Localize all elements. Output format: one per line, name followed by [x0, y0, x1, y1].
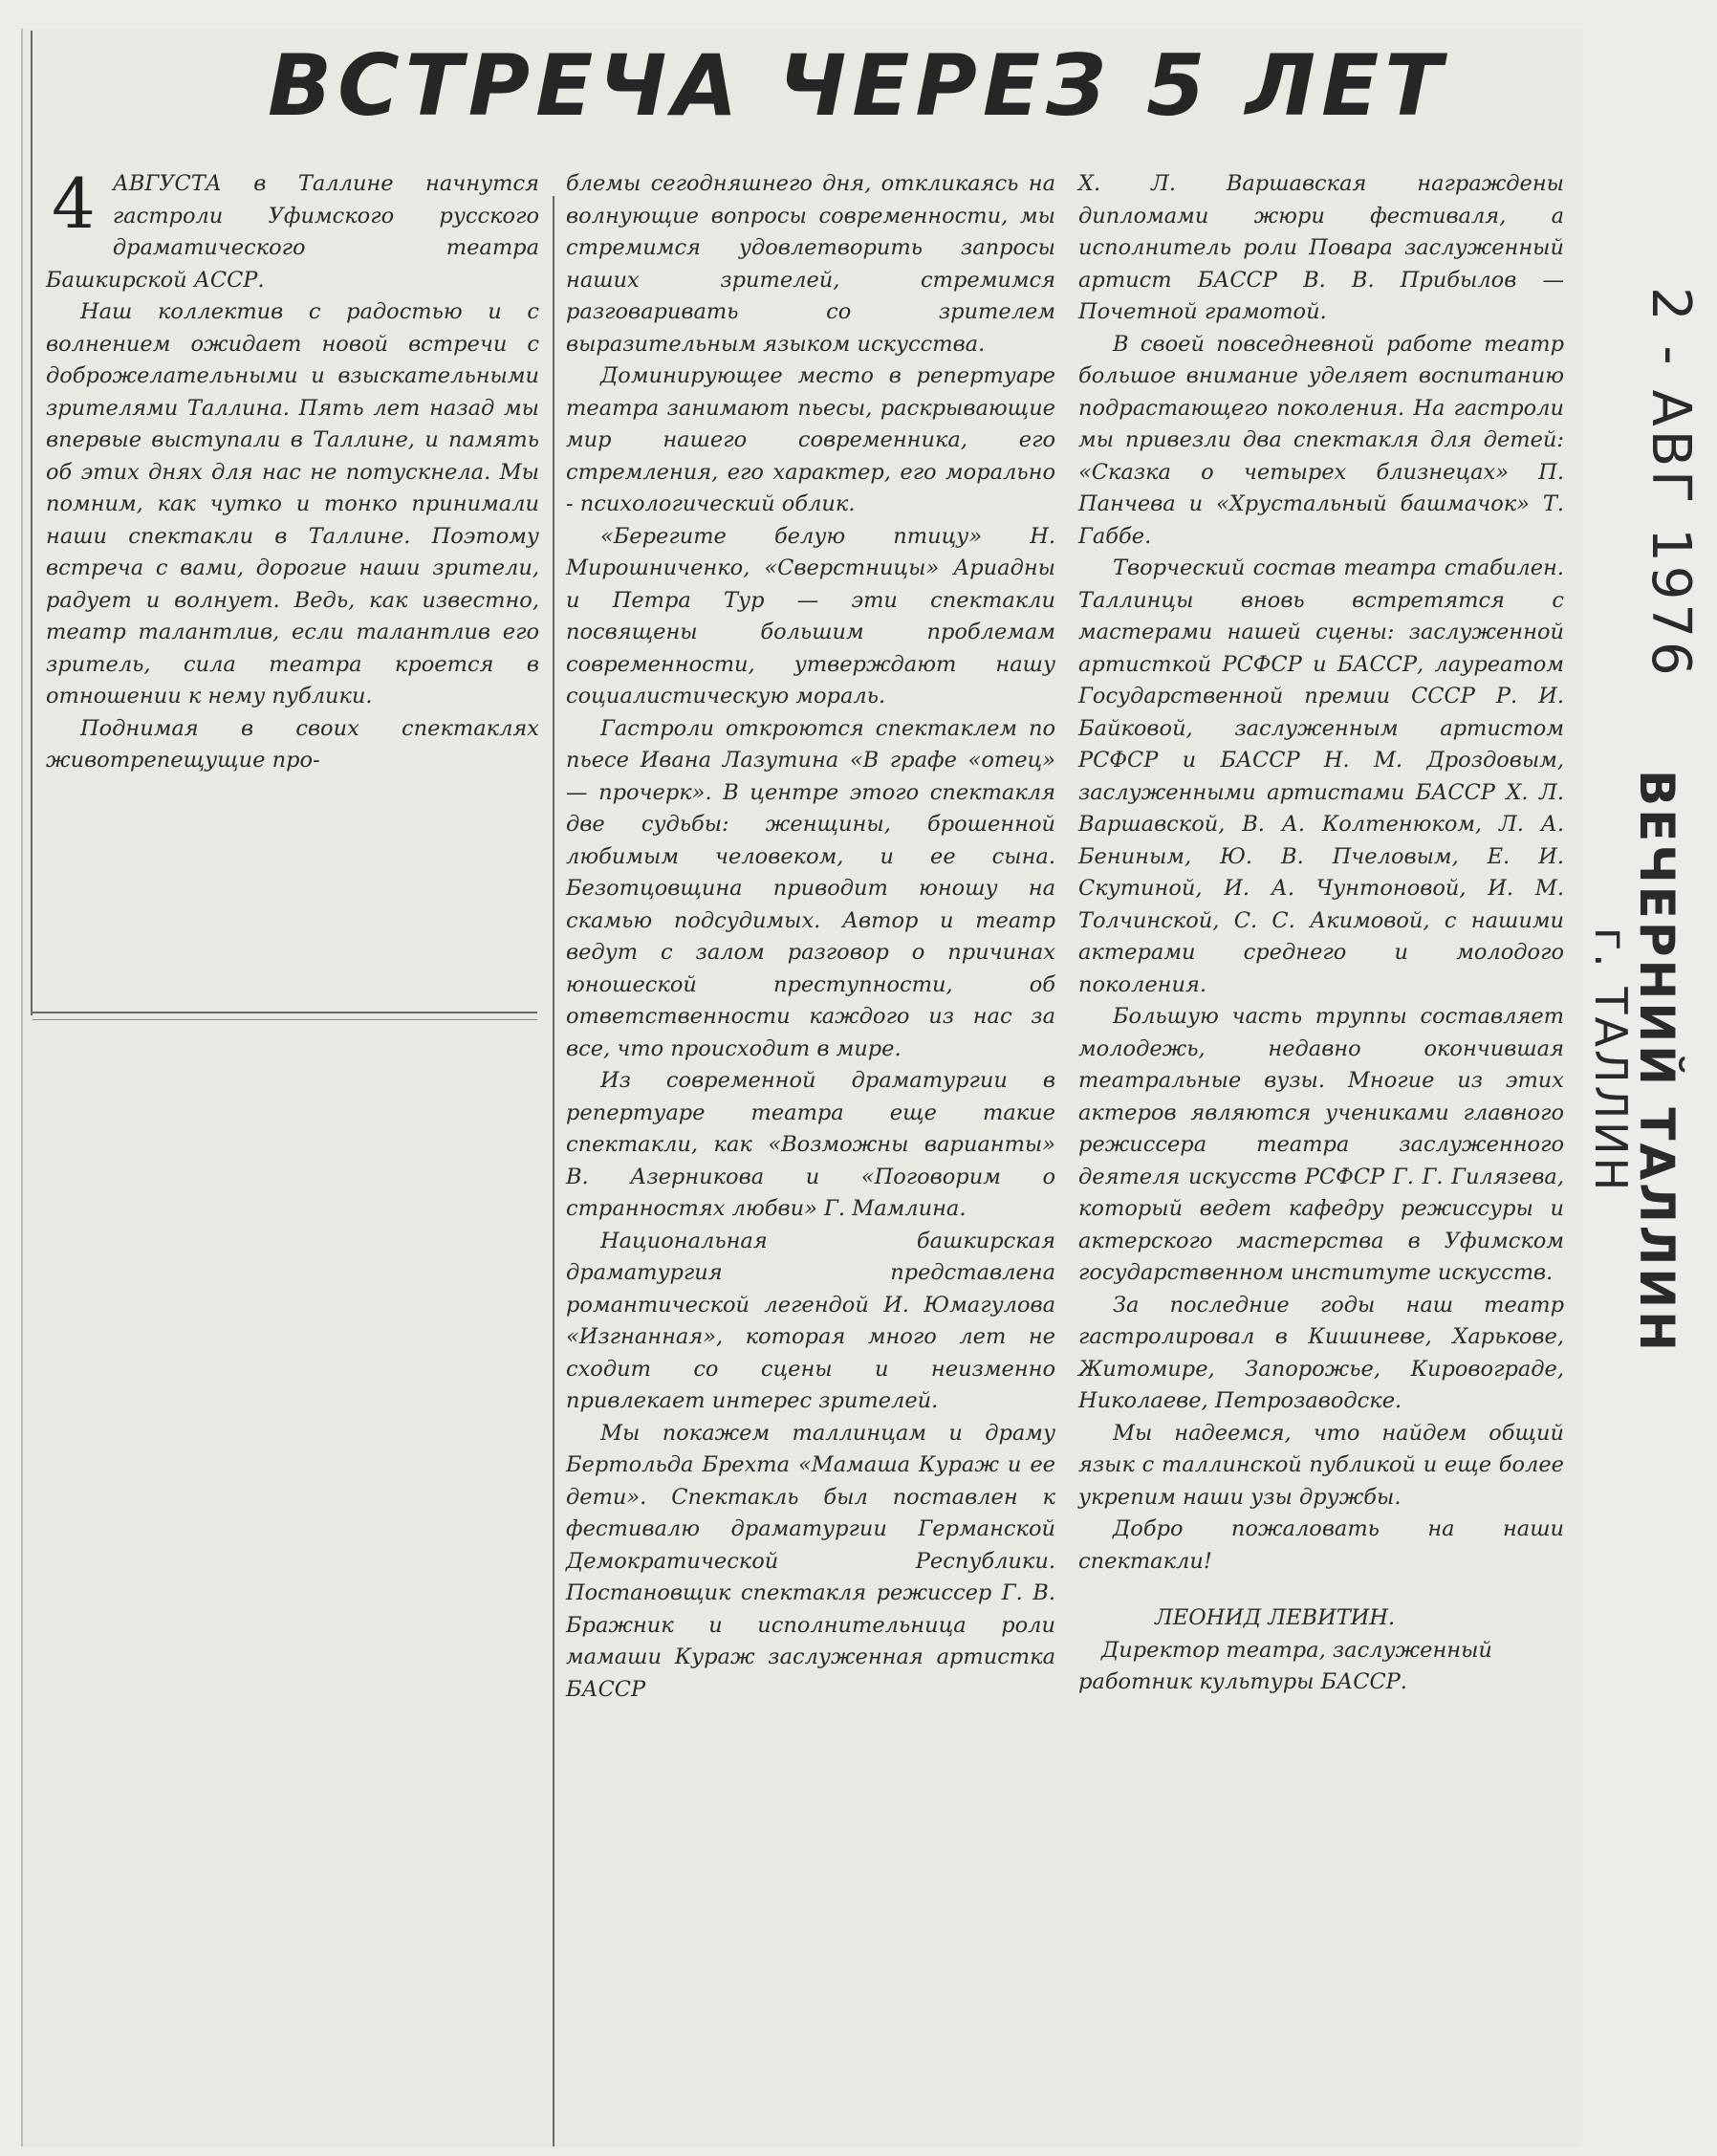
date-stamp: 2 - АВГ 1976 [1640, 287, 1702, 680]
paragraph: Мы покажем таллинцам и драму Бертольда Брехта «Мамаша Кураж и ее дети». Спектакль был поставлен к фестивалю драматургии Германской Демократической Республики. Постановщик спектакля режиссер Г. В. Бражник и исполнительница роли мамаши Кураж заслуженная артистка БАССР [566, 1420, 1055, 1702]
paragraph: Мы надеемся, что найдем общий язык с таллинской публикой и еще более укрепим наши узы дружбы. [1078, 1420, 1564, 1510]
paragraph: Х. Л. Варшавская награждены дипломами жюри фестиваля, а исполнитель роли Повара заслуженный артист БАССР В. В. Прибылов — Почетной грамотой. [1078, 171, 1564, 324]
lead-paragraph: 4 АВГУСТА в Таллине начнутся гастроли Уфимского русского драматического театра Башкирской АССР. [46, 163, 539, 293]
paragraph: Добро пожаловать на наши спектакли! [1078, 1516, 1564, 1574]
column-divider-rule [553, 196, 554, 2146]
newspaper-name-stamp: ВЕЧЕРНИЙ ТАЛЛИН [1629, 770, 1684, 1354]
paragraph: За последние годы наш театр гастролировал в Кишиневе, Харькове, Житомире, Запорожье, Кировограде, Николаеве, Петрозаводске. [1078, 1292, 1564, 1413]
clipping-left-rule [31, 31, 33, 1015]
article-column-3 [1078, 168, 1564, 1699]
drop-cap: 4 [52, 163, 96, 244]
article-column-2 [566, 168, 1055, 1706]
paragraph: «Берегите белую птицу» Н. Мирошниченко, «Сверстницы» Ариадны и Петра Тур — эти спектакли посвящены большим проблемам современности, утверждают нашу социалистическую мораль. [566, 523, 1055, 708]
author-signature: ЛЕОНИД ЛЕВИТИН. [1155, 1605, 1396, 1630]
paragraph: Доминирующее место в репертуаре театра занимают пьесы, раскрывающие мир нашего современника, его стремления, его характер, его морально - психологический облик. [566, 363, 1055, 516]
paragraph: блемы сегодняшнего дня, откликаясь на волнующие вопросы современности, мы стремимся удовлетворить запросы наших зрителей, стремимся разговаривать со зрителем выразительным языком искусства. [566, 171, 1055, 357]
paragraph: Гастроли откроются спектаклем по пьесе Ивана Лазутина «В графе «отец» — прочерк». В центре этого спектакля две судьбы: женщины, брошенной любимым человеком, и ее сына. Безотцовщина приводит юношу на скамью подсудимых. Автор и театр ведут с залом разговор о причинах юношеской преступности, об ответственности каждого из нас за все, что происходит в мире. [566, 715, 1055, 1061]
column-bottom-rule [31, 1012, 537, 1013]
column-bottom-rule-thin [33, 1019, 537, 1020]
paragraph: Национальная башкирская драматургия представлена романтической легендой И. Юмагулова «Изгнанная», которая много лет не сходит со сцены и неизменно привлекает интерес зрителей. [566, 1228, 1055, 1413]
headline: ВСТРЕЧА ЧЕРЕЗ 5 ЛЕТ [268, 36, 1448, 135]
paragraph: Поднимая в своих спектаклях животрепещущие про- [46, 715, 539, 773]
paragraph: В своей повседневной работе театр большое внимание уделяет воспитанию подрастающего поколения. На гастроли мы привезли два спектакля для детей: «Сказка о четырех близнецах» П. Панчева и «Хрустальный башмачок» Т. Габбе. [1078, 331, 1564, 549]
city-stamp: г. ТАЛЛИН [1585, 927, 1637, 1194]
paragraph: Из современной драматургии в репертуаре театра еще такие спектакли, как «Возможны варианты» В. Азерникова и «Поговорим о странностях любви» Г. Мамлина. [566, 1068, 1055, 1221]
author-role: Директор театра, заслуженный работник культуры БАССР. [1078, 1637, 1492, 1694]
paragraph: Творческий состав театра стабилен. Таллинцы вновь встретятся с мастерами нашей сцены: заслуженной артисткой РСФСР и БАССР, лауреатом Государственной премии СССР Р. И. Байковой, заслуженным артистом РСФСР и БАССР Н. М. Дроздовым, заслуженными артистами БАССР Х. Л. Варшавской, В. А. Колтенюком, Л. А. Бениным, Ю. В. Пчеловым, Е. И. Скутиной, И. А. Чунтоновой, И. М. Толчинской, С. С. Акимовой, с нашими актерами среднего и молодого поколения. [1078, 555, 1564, 997]
paragraph: Большую часть труппы составляет молодежь, недавно окончившая театральные вузы. Многие из этих актеров являются учениками главного режиссера театра заслуженного деятеля искусств РСФСР Г. Г. Гилязева, который ведет кафедру режиссуры и актерского мастерства в Уфимском государственном институте искусств. [1078, 1004, 1564, 1285]
paragraph: Наш коллектив с радостью и с волнением ожидает новой встречи с доброжелательными и взыскательными зрителями Таллина. Пять лет назад мы впервые выступали в Таллине, и память об этих днях для нас не потускнела. Мы помним, как чутко и тонко принимали наши спектакли в Таллине. Поэтому встреча с вами, дорогие наши зрители, радует и волнует. Ведь, как известно, театр талантлив, если талантлив его зритель, сила театра кроется в отношении к нему публики. [46, 299, 539, 708]
article-column-1 [46, 163, 539, 777]
